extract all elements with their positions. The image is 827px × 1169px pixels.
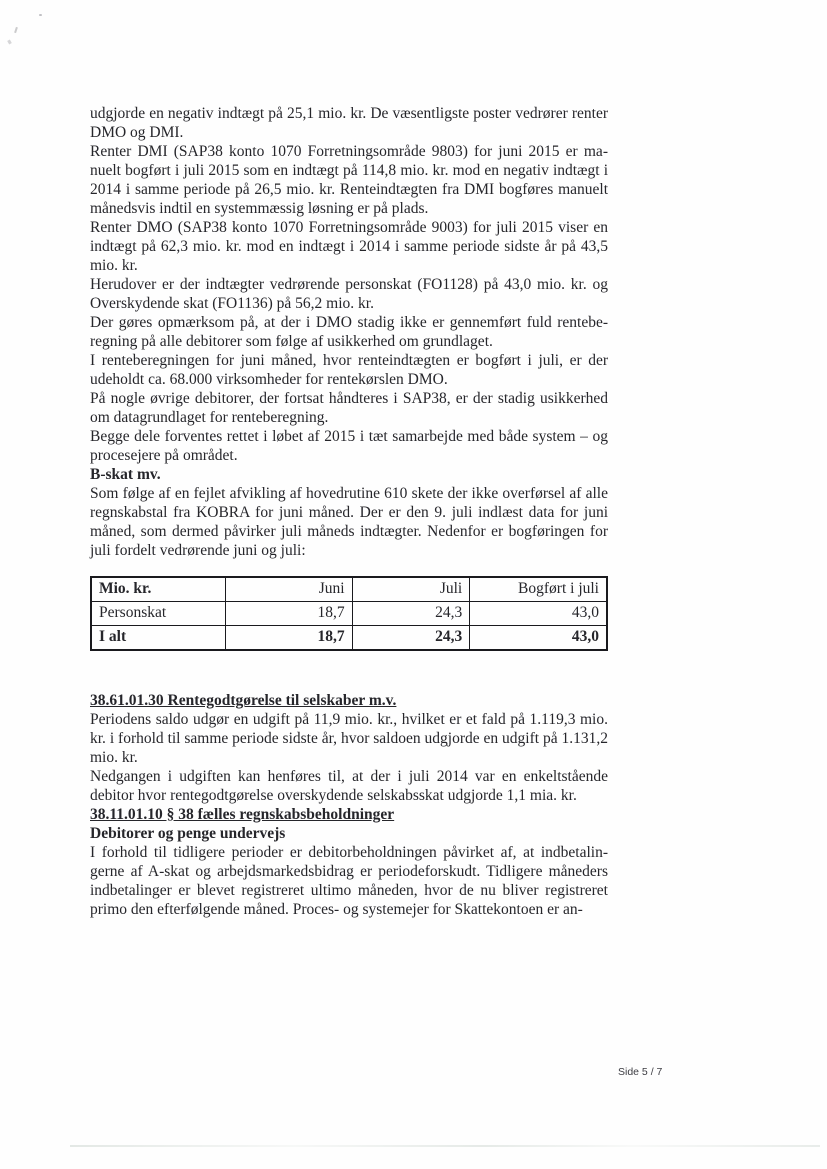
paragraph-der-gores: Der gøres opmærksom på, at der i DMO stadig ikke er gennemført fuld renteberegning på alle debitorer som følge af usikkerhed om grundlaget.	[90, 314, 608, 350]
scan-pen-mark-artifact	[14, 27, 18, 33]
table-row-total	[91, 626, 607, 651]
heading-debitorer-og-penge: Debitorer og penge undervejs	[90, 825, 286, 842]
heading-faelles-regnskabsbeholdninger: 38.11.01.10 § 38 fælles regnskabsbeholdninger	[90, 806, 395, 823]
table-cell-juli: 24,3	[352, 602, 470, 626]
paragraph-i-forhold: I forhold til tidligere perioder er debitorbeholdningen påvirket af, at indbetalingerne af A-skat og arbejdsmarkedsbidrag er periodeforskudt. Tidligere måneders indbetalinger er blevet registreret ultimo måneden, hvor de nu bliver registreret primo den efterfølgende måned. Proces- og systemejer for Skattekontoen er an-	[90, 844, 608, 918]
table-cell-label: I alt	[91, 626, 225, 651]
table-cell-juli: 24,3	[352, 626, 470, 651]
paragraph-intro: udgjorde en negativ indtægt på 25,1 mio. kr. De væsentligste poster vedrører renter DMO og DMI.	[90, 105, 608, 141]
paragraph-renteberegningen: I renteberegningen for juni måned, hvor renteindtægten er bogført i juli, er der udeholdt ca. 68.000 virksomheder for rentekørslen DMO.	[90, 352, 608, 388]
heading-rentegodtgorelse: 38.61.01.30 Rentegodtgørelse til selskaber m.v.	[90, 692, 397, 709]
paragraph-renter-dmi: Renter DMI (SAP38 konto 1070 Forretningsområde 9803) for juni 2015 er manuelt bogført i juli 2015 som en indtægt på 114,8 mio. kr. mod en negativ indtægt i 2014 i samme periode på 26,5 mio. kr. Renteindtægten fra DMI bogføres manuelt månedsvis indtil en systemmæssig løsning er på plads.	[90, 143, 608, 217]
scan-pen-mark-artifact	[7, 40, 12, 45]
paragraph-nedgangen: Nedgangen i udgiften kan henføres til, at der i juli 2014 var en enkeltstående debitor hvor rentegodtgørelse overskydende selskabsskat udgjorde 1,1 mia. kr.	[90, 768, 608, 804]
paragraph-pa-nogle: På nogle øvrige debitorer, der fortsat håndteres i SAP38, er der stadig usikkerhed om datagrundlaget for renteberegning.	[90, 390, 608, 426]
paragraph-som-folge: Som følge af en fejlet afvikling af hovedrutine 610 skete der ikke overførsel af alle regnskabstal fra KOBRA for juni måned. Der er den 9. juli indlæst data for juni måned, som dermed påvirker juli måneds indtægter. Nedenfor er bogføringen for juli fordelt vedrørende juni og juli:	[90, 485, 608, 559]
paragraph-herudover: Herudover er der indtægter vedrørende personskat (FO1128) på 43,0 mio. kr. og Overskydende skat (FO1136) på 56,2 mio. kr.	[90, 276, 608, 312]
heading-b-skat: B-skat mv.	[90, 466, 161, 483]
table-header-row	[91, 577, 607, 602]
scan-speck-artifact	[39, 14, 42, 16]
table-cell-label: Personskat	[91, 602, 225, 626]
paragraph-renter-dmo: Renter DMO (SAP38 konto 1070 Forretningsområde 9003) for juli 2015 viser en indtægt på 62,3 mio. kr. mod en indtægt i 2014 i samme periode sidste år på 43,5 mio. kr.	[90, 219, 608, 274]
page-number: Side 5 / 7	[618, 1066, 663, 1078]
table-header-juli: Juli	[352, 577, 470, 602]
bookings-table	[90, 576, 608, 651]
page-content	[90, 104, 608, 919]
table-cell-bogfort: 43,0	[470, 626, 607, 651]
scan-line-artifact	[70, 1145, 820, 1147]
table-header-juni: Juni	[225, 577, 352, 602]
table-cell-bogfort: 43,0	[470, 602, 607, 626]
paragraph-periodens: Periodens saldo udgør en udgift på 11,9 mio. kr., hvilket er et fald på 1.119,3 mio. kr. i forhold til samme periode sidste år, hvor saldoen udgjorde en udgift på 1.131,2 mio. kr.	[90, 711, 608, 766]
table-header-mio-kr: Mio. kr.	[91, 577, 225, 602]
table-cell-juni: 18,7	[225, 626, 352, 651]
table-row-personskat	[91, 602, 607, 626]
table-cell-juni: 18,7	[225, 602, 352, 626]
table-header-bogfort-i-juli: Bogført i juli	[470, 577, 607, 602]
paragraph-begge-dele: Begge dele forventes rettet i løbet af 2015 i tæt samarbejde med både system – og procesejere på området.	[90, 428, 608, 464]
